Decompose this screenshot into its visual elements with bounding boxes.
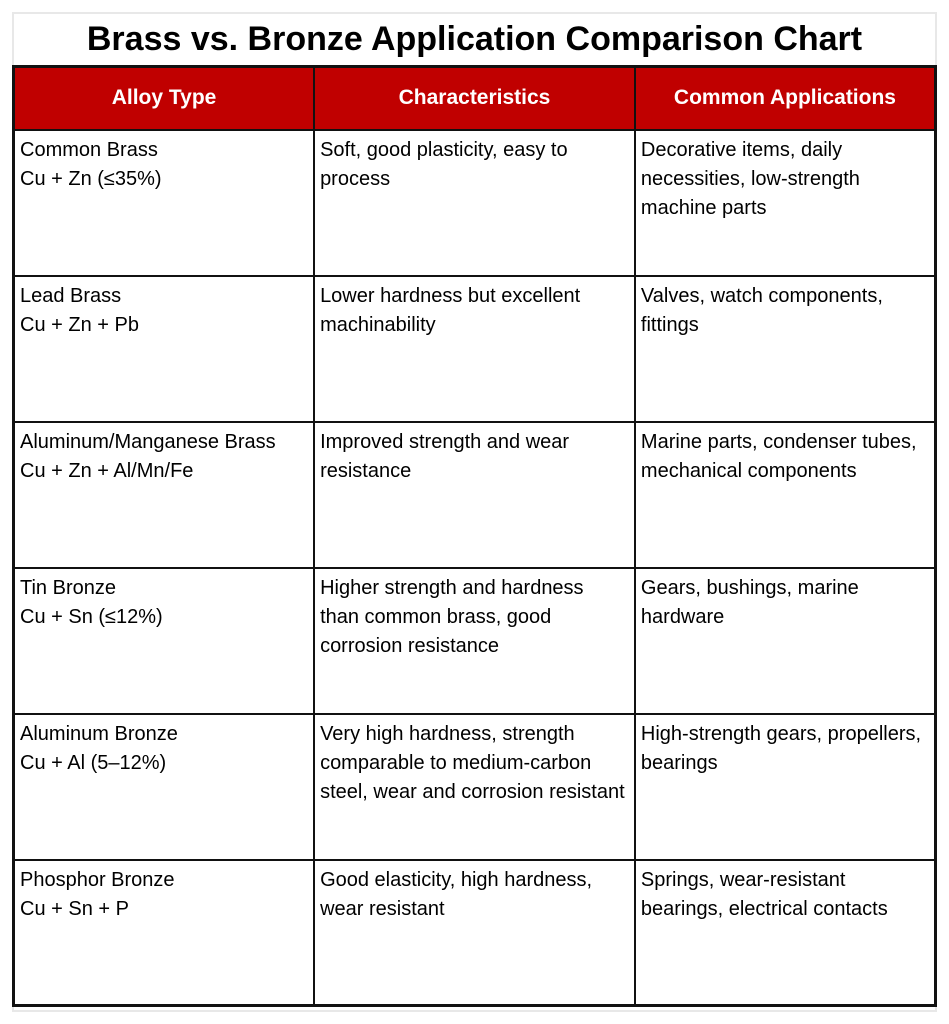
- column-header-alloy-type: Alloy Type: [14, 67, 315, 130]
- table-header-row: [14, 67, 936, 130]
- applications-cell: Marine parts, condenser tubes, mechanical components: [635, 422, 936, 568]
- page-frame: [12, 12, 937, 1012]
- column-header-characteristics: Characteristics: [314, 67, 635, 130]
- table-row: [14, 714, 936, 860]
- table-row: [14, 860, 936, 1006]
- characteristics-cell: Soft, good plasticity, easy to process: [314, 130, 635, 276]
- alloy-formula: Cu + Zn (≤35%): [20, 167, 162, 190]
- applications-cell: Springs, wear-resistant bearings, electrical contacts: [635, 860, 936, 1006]
- comparison-table: [12, 65, 937, 1007]
- alloy-name: Phosphor Bronze: [20, 868, 175, 891]
- alloy-formula: Cu + Zn + Al/Mn/Fe: [20, 459, 194, 482]
- page-title: Brass vs. Bronze Application Comparison Chart: [86, 20, 863, 58]
- characteristics-cell: Good elasticity, high hardness, wear resistant: [314, 860, 635, 1006]
- applications-cell: Valves, watch components, fittings: [635, 276, 936, 422]
- table-row: [14, 276, 936, 422]
- alloy-type-cell: [14, 130, 315, 276]
- table-row: [14, 130, 936, 276]
- alloy-formula: Cu + Sn (≤12%): [20, 605, 163, 628]
- alloy-name: Lead Brass: [20, 284, 122, 307]
- applications-cell: Gears, bushings, marine hardware: [635, 568, 936, 714]
- characteristics-cell: Very high hardness, strength comparable to medium-carbon steel, wear and corrosion resistant: [314, 714, 635, 860]
- alloy-type-cell: [14, 568, 315, 714]
- table-row: [14, 568, 936, 714]
- alloy-type-cell: [14, 860, 315, 1006]
- alloy-type-cell: [14, 422, 315, 568]
- alloy-name: Aluminum/Manganese Brass: [20, 430, 276, 453]
- applications-cell: High-strength gears, propellers, bearings: [635, 714, 936, 860]
- column-header-common-applications: Common Applications: [635, 67, 936, 130]
- alloy-name: Aluminum Bronze: [20, 722, 178, 745]
- characteristics-cell: Improved strength and wear resistance: [314, 422, 635, 568]
- alloy-formula: Cu + Sn + P: [20, 897, 129, 920]
- alloy-type-cell: [14, 276, 315, 422]
- alloy-formula: Cu + Al (5–12%): [20, 751, 167, 774]
- alloy-name: Tin Bronze: [20, 576, 116, 599]
- characteristics-cell: Higher strength and hardness than common brass, good corrosion resistance: [314, 568, 635, 714]
- alloy-type-cell: [14, 714, 315, 860]
- applications-cell: Decorative items, daily necessities, low-strength machine parts: [635, 130, 936, 276]
- characteristics-cell: Lower hardness but excellent machinability: [314, 276, 635, 422]
- alloy-name: Common Brass: [20, 138, 158, 161]
- alloy-formula: Cu + Zn + Pb: [20, 313, 139, 336]
- table-row: [14, 422, 936, 568]
- table-body: [14, 130, 936, 1006]
